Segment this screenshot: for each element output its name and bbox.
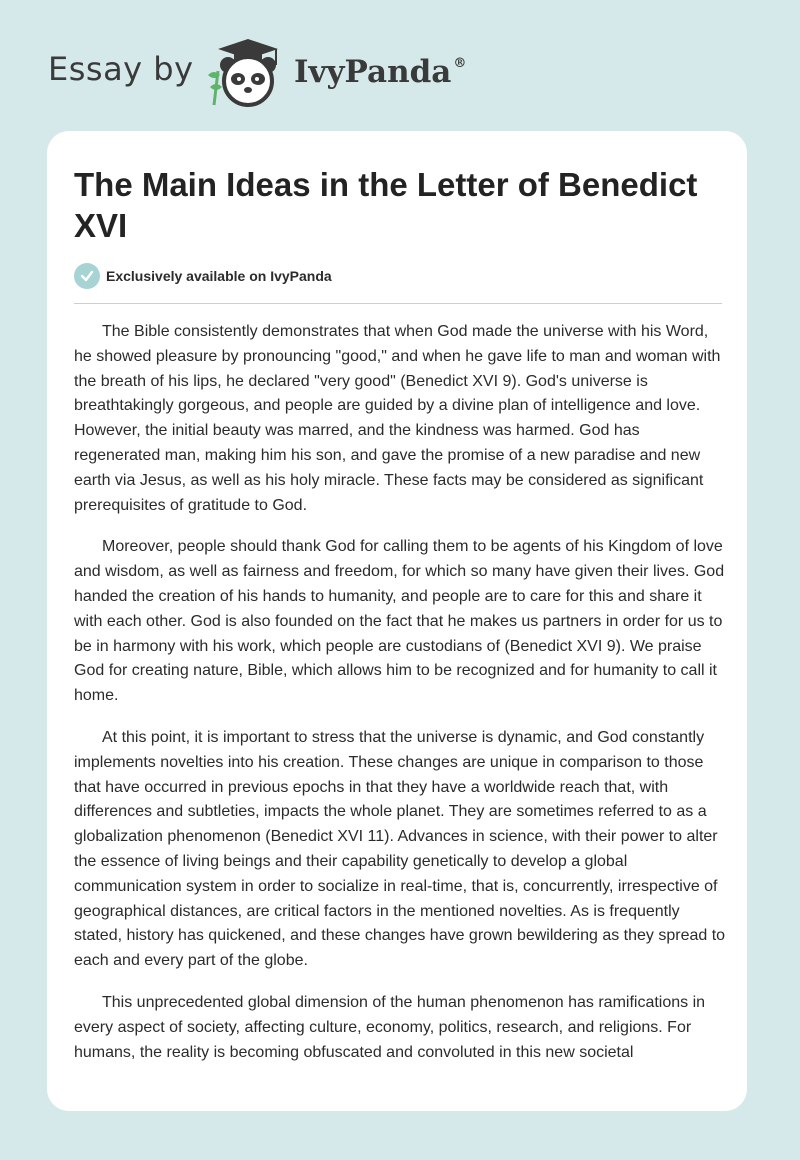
- paragraph: This unprecedented global dimension of the human phenomenon has ramifications in every aspect of society, affecting culture, economy, politics, research, and religions. For humans, the reality is becoming obfuscated and convoluted in this new societal: [74, 993, 706, 1061]
- brand-name[interactable]: IvyPanda ®: [294, 54, 467, 90]
- exclusive-badge-text: Exclusively available on IvyPanda: [106, 268, 332, 284]
- check-icon: [74, 263, 100, 289]
- paragraph: Moreover, people should thank God for calling them to be agents of his Kingdom of love and wisdom, as well as fairness and freedom, for which so many have given their lives. God handed the creation of his hands to humanity, and people are to care for this and share it with each other. God is also founded on the fact that he makes us partners in order for us to be in harmony with his work, which people are custodians of (Benedict XVI 9). We praise God for creating nature, Bible, which allows him to be recognized and for humanity to call it home.: [74, 538, 725, 705]
- article-title: The Main Ideas in the Letter of Benedict XVI: [74, 166, 698, 244]
- exclusive-badge: [74, 263, 332, 289]
- article-card: [47, 131, 747, 1111]
- paragraph: At this point, it is important to stress that the universe is dynamic, and God constantly implements novelties into his creation. These changes are unique in comparison to those that have occurred in previous epochs in that they have a worldwide reach that, with differences and subtleties, impacts the whole planet. They are sometimes referred to as a globalization phenomenon (Benedict XVI 11). Advances in science, with their power to alter the essence of living beings and their capability genetically to develop a global communication system in order to socialize in real-time, that is, concurrently, irrespective of geographical distances, are critical factors in the mentioned novelties. As is frequently stated, history has quickened, and these changes have grown bewildering as they spread to each and every part of the globe.: [74, 728, 726, 970]
- site-header: [0, 0, 800, 130]
- essay-by-label: Essay by: [48, 50, 194, 88]
- paragraph: The Bible consistently demonstrates that when God made the universe with his Word, he showed pleasure by pronouncing "good," and when he gave life to man and woman with the breath of his lips, he declared "very good" (Benedict XVI 9). God's universe is breathtakingly gorgeous, and people are guided by a divine plan of intelligence and love. However, the initial beauty was marred, and the kindness was harmed. God has regenerated man, making him his son, and gave the promise of a new paradise and new earth via Jesus, as well as his holy miracle. These facts may be considered as significant prerequisites of gratitude to God.: [74, 323, 721, 514]
- panda-logo-icon[interactable]: [200, 35, 290, 110]
- divider: [74, 303, 722, 304]
- article-body: [74, 320, 729, 1082]
